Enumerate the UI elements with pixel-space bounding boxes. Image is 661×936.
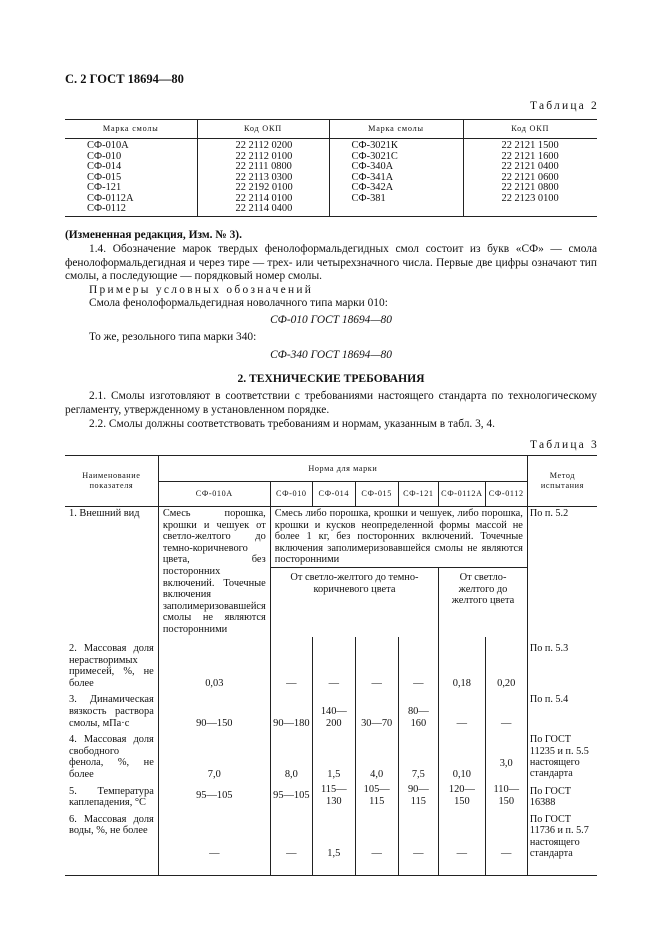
table3-cell: 0,20	[485, 637, 527, 690]
table2-col-grade-2: Марка смолы	[329, 120, 463, 139]
table2-cell: 22 2121 0400	[501, 161, 559, 172]
table3-row-name	[65, 860, 158, 876]
table2-left-grades	[65, 139, 197, 217]
example-1-code: СФ-010 ГОСТ 18694—80	[270, 314, 392, 326]
table3-grade: СФ-014	[312, 482, 355, 507]
table3-cell: —	[398, 637, 439, 690]
table2-cell: СФ-014	[87, 161, 122, 172]
table3-grade: СФ-015	[355, 482, 398, 507]
table3-cell	[398, 860, 439, 876]
table2-cell: 22 2121 1500	[501, 140, 559, 151]
table2-cell: СФ-340А	[351, 161, 394, 172]
table3-cell: 115—130	[312, 782, 355, 810]
table3-cell: 0,03	[158, 637, 270, 690]
table3-row-name: 5. Температура каплепадения, °С	[65, 782, 158, 810]
table3-cell: —	[485, 810, 527, 861]
table3-method: По п. 5.2	[529, 508, 569, 519]
section-2-title: 2. ТЕХНИЧЕСКИЕ ТРЕБОВАНИЯ	[237, 372, 425, 385]
table3-cell: 90—150	[158, 690, 270, 730]
table3-col-method: Метод испытания	[527, 456, 597, 507]
table3-grade: СФ-0112	[485, 482, 527, 507]
table2-cell: СФ-3021К	[351, 140, 398, 151]
table2-cell: СФ-121	[87, 182, 122, 193]
table3-cell: 7,0	[158, 730, 270, 781]
table3-cell: —	[355, 637, 398, 690]
table3-appearance-mix: Смесь либо порошка, крошки и чешуек, либо порошка, крошки и кусков неопределенной формы массой не более 1 кг, без посторонних включений. Точечные включения заполимеризовавшейся смолы не являются посторонними	[270, 507, 527, 568]
table3-cell: —	[312, 637, 355, 690]
table3-row	[65, 730, 597, 781]
table3-cell: —	[270, 637, 312, 690]
example-1-text: Смола фенолоформальдегидная новолачного типа марки 010:	[89, 297, 388, 309]
table3-row-name: 3. Динамическая вязкость раствора смолы, мПа·с	[65, 690, 158, 730]
table3-row	[65, 637, 597, 690]
table2-header-row	[65, 120, 597, 139]
example-2-text: То же, резольного типа марки 340:	[89, 331, 257, 343]
paragraph-2-1: 2.1. Смолы изготовляют в соответствии с требованиями настоящего стандарта по технологическому регламенту, утвержденному в установленном порядке.	[65, 390, 597, 416]
table3-cell: 0,18	[439, 637, 485, 690]
paragraph-2-2: 2.2. Смолы должны соответствовать требованиям и нормам, указанным в табл. 3, 4.	[89, 418, 496, 430]
table2-cell: СФ-0112	[87, 203, 126, 214]
table2-cell: 22 2111 0800	[235, 161, 292, 172]
change-note: (Измененная редакция, Изм. № 3).	[65, 229, 242, 241]
table3-row	[65, 810, 597, 861]
table3-row	[65, 860, 597, 876]
table3-method	[527, 860, 597, 876]
table3-method: По п. 5.3	[529, 643, 569, 654]
table3-row-name: 6. Массовая доля воды, %, не более	[65, 810, 158, 861]
table3-cell	[158, 860, 270, 876]
table2-cell: 22 2121 1600	[501, 150, 559, 162]
table3-cell: —	[398, 810, 439, 861]
table2-cell: 22 2112 0200	[235, 140, 293, 151]
table3-cell: 1,5	[312, 730, 355, 781]
table2-right-codes	[463, 139, 597, 217]
table3-cell: 140—200	[312, 690, 355, 730]
table3-cell: 90—180	[270, 690, 312, 730]
table3	[65, 455, 597, 876]
table3-cell: —	[439, 810, 485, 861]
table2-cell: 22 2112 0100	[235, 150, 293, 162]
table3-col-norm: Норма для марки	[158, 456, 527, 482]
table3-cell: —	[439, 690, 485, 730]
table3-cell: —	[485, 690, 527, 730]
table3-cell: 4,0	[355, 730, 398, 781]
table2-body-row	[65, 139, 597, 217]
table3-color-b: От светло-желтого до желтого цвета	[439, 567, 528, 637]
table2	[65, 119, 597, 217]
table3-col-name: Наименование показателя	[65, 456, 158, 507]
table3-cell: 3,0	[485, 730, 527, 781]
table2-cell: СФ-342А	[351, 182, 394, 193]
table2-cell: 22 2121 0600	[501, 171, 559, 183]
table3-cell	[485, 860, 527, 876]
table2-cell: СФ-0112А	[87, 192, 134, 204]
table3-cell: 95—105	[158, 782, 270, 810]
table2-cell: СФ-381	[351, 192, 386, 204]
table3-cell	[355, 860, 398, 876]
table2-cell: СФ-010	[87, 150, 122, 162]
table3-row	[65, 690, 597, 730]
table3-method: По ГОСТ 11736 и п. 5.7 настоящего стандарта	[529, 813, 589, 859]
table3-grade: СФ-121	[398, 482, 439, 507]
table3-cell: 7,5	[398, 730, 439, 781]
table2-cell: 22 2113 0300	[235, 171, 293, 183]
table2-right-grades	[329, 139, 463, 217]
page-header: С. 2 ГОСТ 18694—80	[65, 72, 184, 86]
table3-row-name: 4. Массовая доля свободного фенола, %, не более	[65, 730, 158, 781]
table3-method: По п. 5.4	[529, 694, 569, 706]
table2-cell: 22 2123 0100	[501, 192, 559, 204]
table2-col-code: Код ОКП	[197, 120, 329, 139]
table3-row-appearance	[65, 507, 597, 568]
table3-method: По ГОСТ 16388	[529, 785, 572, 808]
table3-grade: СФ-0112А	[439, 482, 485, 507]
table2-cell: 22 2121 0800	[501, 182, 559, 193]
table3-cell: 90—115	[398, 782, 439, 810]
table3-appearance-010a: Смесь порошка, крошки и чешуек от светло-желтого до темно-коричневого цвета, без посторонних включений. Точечные включения заполимеризовавшейся смолы не являются посторонними	[158, 507, 270, 638]
table3-cell	[270, 860, 312, 876]
table3-cell: 1,5	[312, 810, 355, 861]
table3-cell	[439, 860, 485, 876]
examples-title: Примеры условных обозначений	[89, 284, 314, 296]
table3-caption: Таблица 3	[530, 439, 599, 451]
table3-cell: 30—70	[355, 690, 398, 730]
table2-col-grade: Марка смолы	[65, 120, 197, 139]
table3-cell: 120—150	[439, 782, 485, 810]
table2-cell: 22 2114 0100	[235, 192, 293, 204]
table3-cell: 8,0	[270, 730, 312, 781]
table3-cell	[312, 860, 355, 876]
table2-cell: СФ-3021С	[351, 150, 398, 162]
table2-cell: 22 2192 0100	[235, 182, 293, 193]
table2-caption: Таблица 2	[530, 100, 599, 112]
table3-row-name: 2. Массовая доля нерастворимых примесей, %, не более	[65, 637, 158, 690]
table3-row-name: 1. Внешний вид	[65, 507, 158, 638]
table3-cell: —	[158, 810, 270, 861]
table3-cell: 95—105	[270, 782, 312, 810]
table3-grade: СФ-010	[270, 482, 312, 507]
table3-color-a: От светло-желтого до темно-коричневого цвета	[270, 567, 438, 637]
table3-cell: 0,10	[439, 730, 485, 781]
table3-grade: СФ-010А	[158, 482, 270, 507]
table3-cell: 105—115	[355, 782, 398, 810]
paragraph-1-4: 1.4. Обозначение марок твердых фенолоформальдегидных смол состоит из букв «СФ» — смола фенолоформальдегидная и через тире — трех- или четырехзначного числа. Первые две цифры означают тип смолы, а последующие — порядковый номер смолы.	[65, 243, 597, 283]
example-2-code: СФ-340 ГОСТ 18694—80	[270, 349, 392, 361]
table2-cell: СФ-015	[87, 171, 122, 183]
table2-cell: 22 2114 0400	[235, 203, 293, 214]
table3-row	[65, 782, 597, 810]
table3-cell: —	[355, 810, 398, 861]
table3-cell: 80—160	[398, 690, 439, 730]
table2-cell: СФ-341А	[351, 171, 394, 183]
table3-header-row	[65, 456, 597, 482]
table3-cell: —	[270, 810, 312, 861]
table3-method: По ГОСТ 11235 и п. 5.5 настоящего стандарта	[529, 734, 589, 780]
table2-col-code-2: Код ОКП	[463, 120, 597, 139]
table2-left-codes	[197, 139, 329, 217]
table3-cell: 110—150	[485, 782, 527, 810]
table2-cell: СФ-010А	[87, 140, 129, 151]
